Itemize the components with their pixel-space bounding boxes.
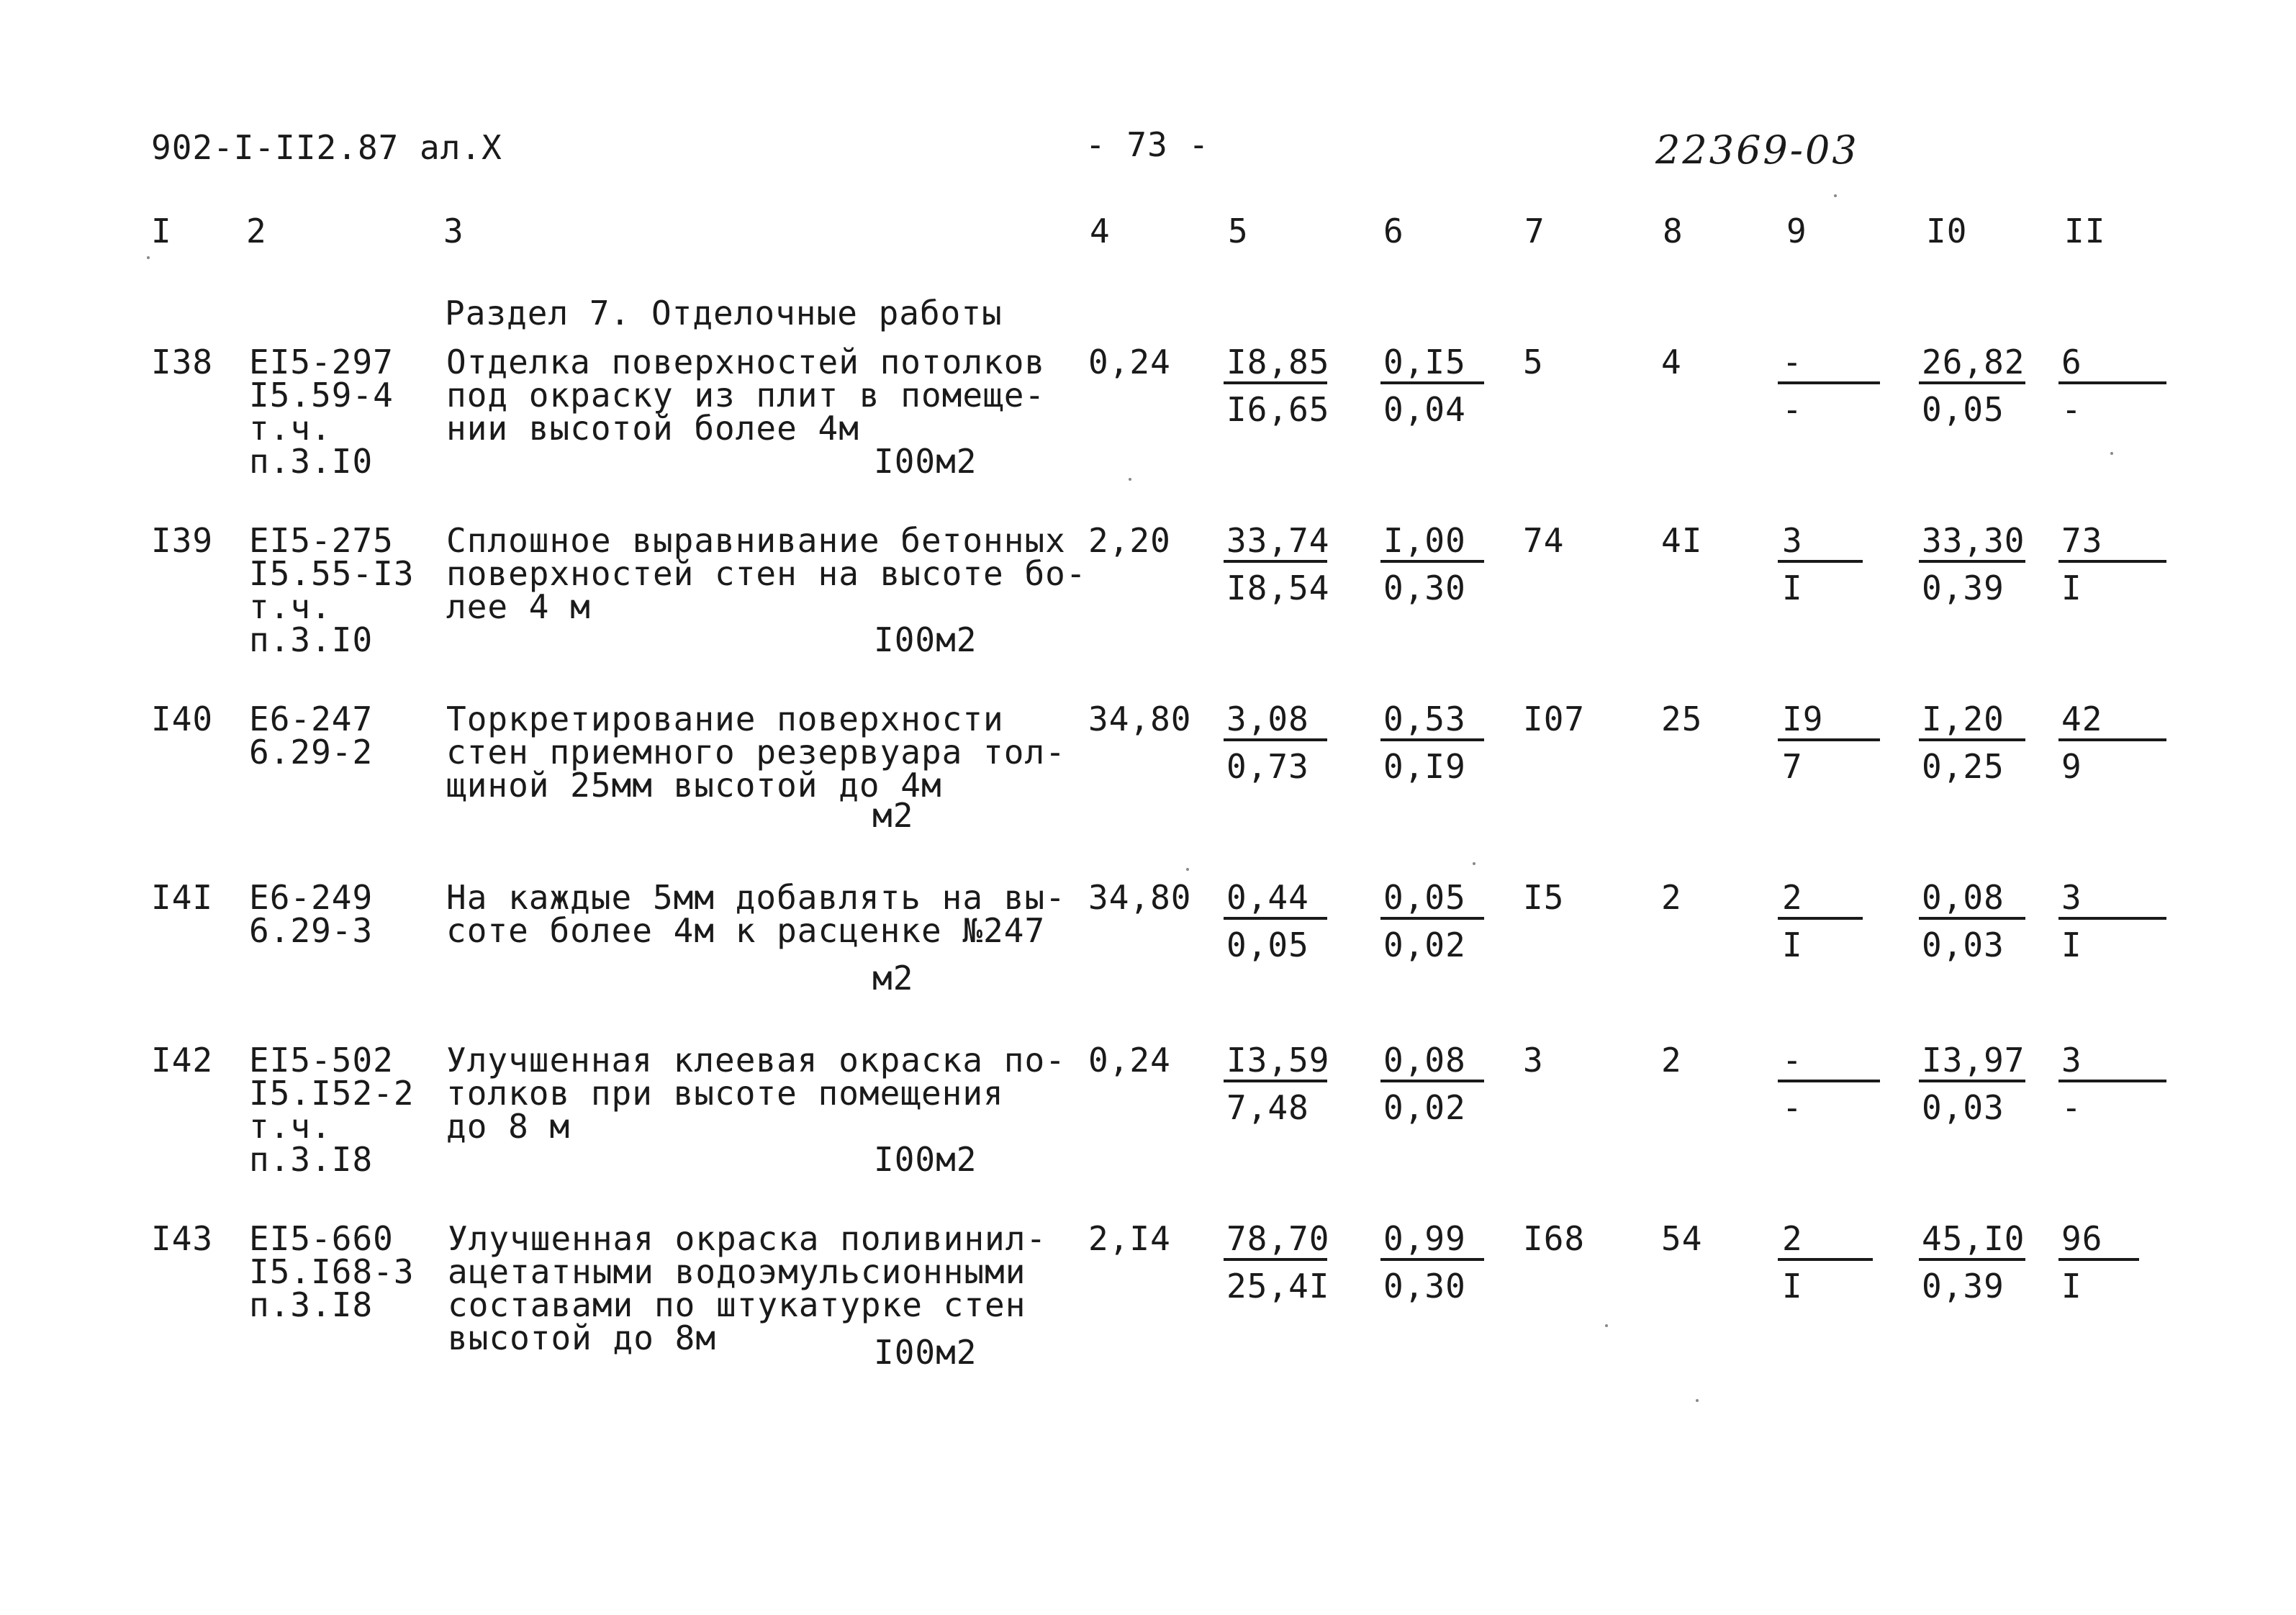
col9-top: - bbox=[1782, 343, 1803, 381]
col9-bottom: - bbox=[1782, 1088, 1803, 1127]
col7: 74 bbox=[1523, 521, 1565, 560]
col5-top: 78,70 bbox=[1226, 1219, 1330, 1258]
price-code: 6.29-2 bbox=[249, 733, 374, 772]
row-number: I40 bbox=[151, 700, 214, 738]
col6-bottom: 0,I9 bbox=[1383, 747, 1466, 786]
price-code: EI5-275 bbox=[249, 521, 394, 560]
col8: 4 bbox=[1661, 343, 1682, 381]
col7: I07 bbox=[1523, 700, 1586, 738]
col10-bottom: 0,39 bbox=[1922, 1267, 2005, 1306]
price-code: п.3.I0 bbox=[249, 620, 374, 659]
description-line: Сплошное выравнивание бетонных bbox=[446, 521, 1066, 560]
quantity: 34,80 bbox=[1088, 700, 1192, 738]
price-code: т.ч. bbox=[249, 587, 332, 626]
scan-speck bbox=[2110, 452, 2113, 455]
col6-bottom: 0,02 bbox=[1383, 1088, 1466, 1127]
description-line: Улучшенная окраска поливинил- bbox=[448, 1219, 1047, 1258]
col11-bottom: I bbox=[2061, 1267, 2082, 1306]
doc-code: 902-I-II2.87 ал.X bbox=[151, 128, 502, 167]
col-header-11: II bbox=[2064, 212, 2106, 250]
description-line: ацетатными водоэмульсионными bbox=[448, 1252, 1026, 1291]
col5-top: I8,85 bbox=[1226, 343, 1330, 381]
price-code: I5.59-4 bbox=[249, 376, 394, 415]
scan-speck bbox=[1129, 478, 1131, 481]
quantity: 0,24 bbox=[1088, 343, 1171, 381]
unit: I00м2 bbox=[874, 442, 977, 481]
price-code: EI5-502 bbox=[249, 1041, 394, 1080]
col6-top: 0,05 bbox=[1383, 878, 1466, 917]
col8: 2 bbox=[1661, 878, 1682, 917]
description-line: стен приемного резервуара тол- bbox=[446, 733, 1066, 772]
col6-top: 0,I5 bbox=[1383, 343, 1466, 381]
col6-top: 0,08 bbox=[1383, 1041, 1466, 1080]
col9-bottom: 7 bbox=[1782, 747, 1803, 786]
price-code: E6-249 bbox=[249, 878, 374, 917]
col10-top: 26,82 bbox=[1922, 343, 2025, 381]
price-code: п.3.I8 bbox=[249, 1140, 374, 1179]
price-code: п.3.I0 bbox=[249, 442, 374, 481]
col6-top: 0,53 bbox=[1383, 700, 1466, 738]
col5-bottom: I6,65 bbox=[1226, 390, 1330, 429]
quantity: 2,20 bbox=[1088, 521, 1171, 560]
col10-bottom: 0,03 bbox=[1922, 926, 2005, 964]
description-line: составами по штукатурке стен bbox=[448, 1285, 1026, 1324]
handwritten-number: 22369-03 bbox=[1655, 127, 1859, 173]
col11-top: 73 bbox=[2061, 521, 2103, 560]
col8: 25 bbox=[1661, 700, 1703, 738]
col11-top: 6 bbox=[2061, 343, 2082, 381]
col-header-7: 7 bbox=[1524, 212, 1545, 250]
page-number: - 73 - bbox=[1085, 125, 1210, 164]
description-line: Отделка поверхностей потолков bbox=[446, 343, 1046, 381]
col5-bottom: 25,4I bbox=[1226, 1267, 1330, 1306]
col-header-9: 9 bbox=[1786, 212, 1807, 250]
price-code: EI5-297 bbox=[249, 343, 394, 381]
col5-bottom: 0,73 bbox=[1226, 747, 1309, 786]
row-number: I43 bbox=[151, 1219, 214, 1258]
scan-speck bbox=[147, 256, 150, 259]
col9-top: - bbox=[1782, 1041, 1803, 1080]
col9-top: 2 bbox=[1782, 1219, 1803, 1258]
row-number: I39 bbox=[151, 521, 214, 560]
price-code: т.ч. bbox=[249, 409, 332, 448]
col6-bottom: 0,02 bbox=[1383, 926, 1466, 964]
col7: I5 bbox=[1523, 878, 1565, 917]
col11-top: 3 bbox=[2061, 1041, 2082, 1080]
col-header-3: 3 bbox=[443, 212, 464, 250]
scan-speck bbox=[1696, 1399, 1699, 1402]
col5-top: 33,74 bbox=[1226, 521, 1330, 560]
scan-speck bbox=[1473, 862, 1475, 865]
col6-bottom: 0,30 bbox=[1383, 569, 1466, 607]
col6-top: 0,99 bbox=[1383, 1219, 1466, 1258]
col-header-2: 2 bbox=[246, 212, 267, 250]
unit: I00м2 bbox=[874, 1333, 977, 1372]
col6-bottom: 0,04 bbox=[1383, 390, 1466, 429]
col8: 4I bbox=[1661, 521, 1703, 560]
col7: 5 bbox=[1523, 343, 1544, 381]
price-code: т.ч. bbox=[249, 1107, 332, 1146]
col10-top: 0,08 bbox=[1922, 878, 2005, 917]
col-header-4: 4 bbox=[1090, 212, 1111, 250]
quantity: 34,80 bbox=[1088, 878, 1192, 917]
scan-speck bbox=[1186, 868, 1189, 871]
col8: 2 bbox=[1661, 1041, 1682, 1080]
col5-bottom: 7,48 bbox=[1226, 1088, 1309, 1127]
description-line: соте более 4м к расценке №247 bbox=[446, 911, 1046, 950]
price-code: п.3.I8 bbox=[249, 1285, 374, 1324]
col6-top: I,00 bbox=[1383, 521, 1466, 560]
price-code: 6.29-3 bbox=[249, 911, 374, 950]
section-title: Раздел 7. Отделочные работы bbox=[445, 294, 1003, 332]
col7: 3 bbox=[1523, 1041, 1544, 1080]
col11-top: 42 bbox=[2061, 700, 2103, 738]
description-line: толков при высоте помещения bbox=[446, 1074, 1004, 1113]
price-code: EI5-660 bbox=[249, 1219, 394, 1258]
col11-top: 96 bbox=[2061, 1219, 2103, 1258]
description-line: под окраску из плит в помеще- bbox=[446, 376, 1046, 415]
description-line: Улучшенная клеевая окраска по- bbox=[446, 1041, 1066, 1080]
col6-bottom: 0,30 bbox=[1383, 1267, 1466, 1306]
col10-top: I,20 bbox=[1922, 700, 2005, 738]
unit: I00м2 bbox=[874, 1140, 977, 1179]
col11-top: 3 bbox=[2061, 878, 2082, 917]
col-header-6: 6 bbox=[1383, 212, 1404, 250]
col10-bottom: 0,39 bbox=[1922, 569, 2005, 607]
col-header-5: 5 bbox=[1228, 212, 1249, 250]
col10-bottom: 0,05 bbox=[1922, 390, 2005, 429]
col10-top: I3,97 bbox=[1922, 1041, 2025, 1080]
col9-top: 2 bbox=[1782, 878, 1803, 917]
scan-speck bbox=[1605, 1324, 1608, 1327]
description-line: лее 4 м bbox=[446, 587, 591, 626]
col-header-8: 8 bbox=[1663, 212, 1683, 250]
row-number: I42 bbox=[151, 1041, 214, 1080]
col-header-1: I bbox=[151, 212, 172, 250]
unit: м2 bbox=[872, 796, 914, 835]
description-line: нии высотой более 4м bbox=[446, 409, 859, 448]
col9-bottom: I bbox=[1782, 1267, 1803, 1306]
description-line: до 8 м bbox=[446, 1107, 571, 1146]
col11-bottom: I bbox=[2061, 926, 2082, 964]
description-line: На каждые 5мм добавлять на вы- bbox=[446, 878, 1066, 917]
price-code: I5.I52-2 bbox=[249, 1074, 415, 1113]
description-line: поверхностей стен на высоте бо- bbox=[446, 554, 1087, 593]
col10-top: 45,I0 bbox=[1922, 1219, 2025, 1258]
col11-bottom: - bbox=[2061, 390, 2082, 429]
col7: I68 bbox=[1523, 1219, 1586, 1258]
col8: 54 bbox=[1661, 1219, 1703, 1258]
col9-bottom: I bbox=[1782, 569, 1803, 607]
col11-bottom: - bbox=[2061, 1088, 2082, 1127]
quantity: 0,24 bbox=[1088, 1041, 1171, 1080]
col10-top: 33,30 bbox=[1922, 521, 2025, 560]
col9-bottom: I bbox=[1782, 926, 1803, 964]
description-line: щиной 25мм высотой до 4м bbox=[446, 766, 942, 805]
price-code: E6-247 bbox=[249, 700, 374, 738]
col5-top: 3,08 bbox=[1226, 700, 1309, 738]
unit: I00м2 bbox=[874, 620, 977, 659]
row-number: I4I bbox=[151, 878, 214, 917]
col-header-10: I0 bbox=[1926, 212, 1968, 250]
description-line: высотой до 8м bbox=[448, 1318, 717, 1357]
col10-bottom: 0,03 bbox=[1922, 1088, 2005, 1127]
col5-bottom: 0,05 bbox=[1226, 926, 1309, 964]
col9-top: 3 bbox=[1782, 521, 1803, 560]
col5-bottom: I8,54 bbox=[1226, 569, 1330, 607]
price-code: I5.I68-3 bbox=[249, 1252, 415, 1291]
scan-speck bbox=[1834, 194, 1837, 197]
col10-bottom: 0,25 bbox=[1922, 747, 2005, 786]
col11-bottom: I bbox=[2061, 569, 2082, 607]
quantity: 2,I4 bbox=[1088, 1219, 1171, 1258]
col5-top: 0,44 bbox=[1226, 878, 1309, 917]
row-number: I38 bbox=[151, 343, 214, 381]
price-code: I5.55-I3 bbox=[249, 554, 415, 593]
col11-bottom: 9 bbox=[2061, 747, 2082, 786]
description-line: Торкретирование поверхности bbox=[446, 700, 1004, 738]
col9-bottom: - bbox=[1782, 390, 1803, 429]
col5-top: I3,59 bbox=[1226, 1041, 1330, 1080]
col9-top: I9 bbox=[1782, 700, 1824, 738]
unit: м2 bbox=[872, 959, 914, 998]
